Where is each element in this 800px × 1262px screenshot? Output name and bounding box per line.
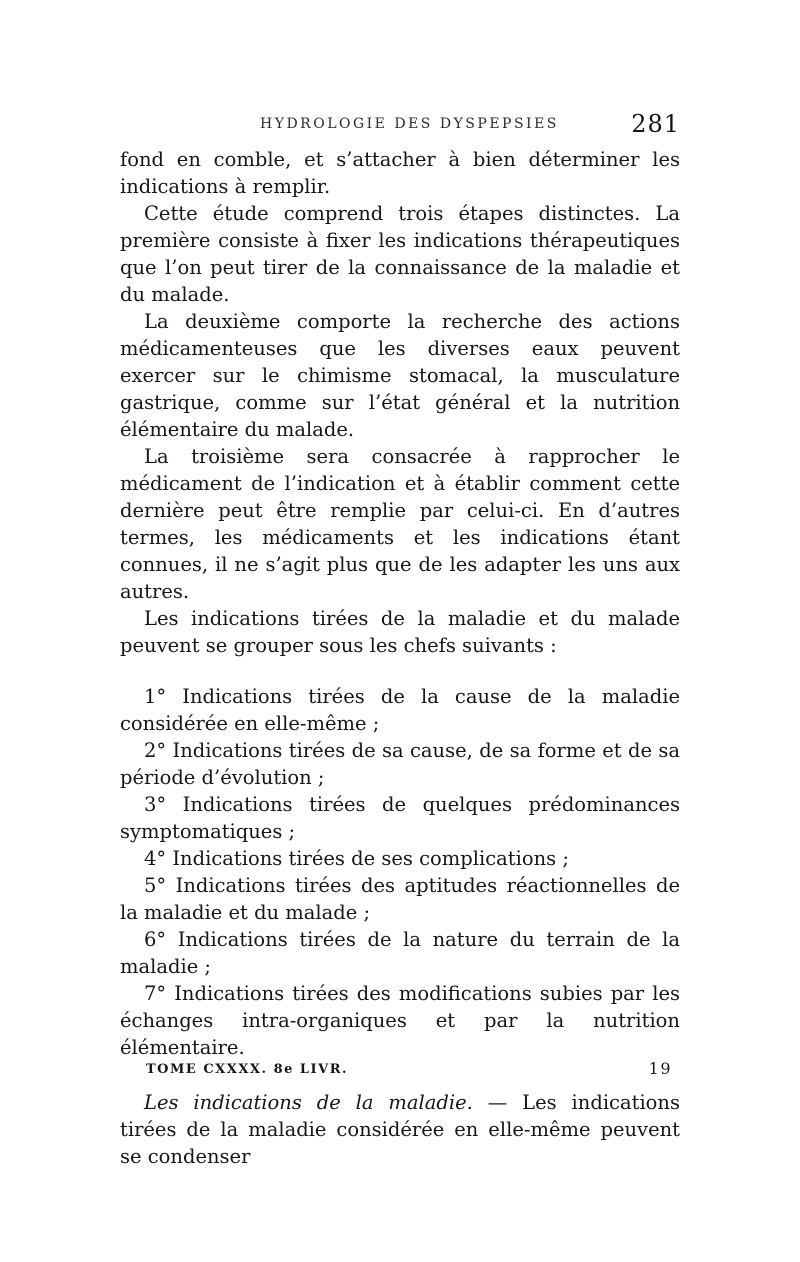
spacer xyxy=(120,659,680,683)
paragraph: La troisième sera consacrée à rapprocher le médicament de l’indication et à établir comment cette dernière peut être remplie par celui-ci. En d’autres termes, les médicaments et les indications étant connues, il ne s’agit plus que de les adapter les uns aux autres. xyxy=(120,445,680,603)
list-item: 2° Indications tirées de sa cause, de sa forme et de sa période d’évolution ; xyxy=(120,739,680,789)
printer-signature: TOME CXXXX. 8e LIVR. xyxy=(146,1062,349,1077)
page-number: 281 xyxy=(631,110,680,138)
running-title: HYDROLOGIE DES DYSPEPSIES xyxy=(260,116,559,132)
paragraph: Cette étude comprend trois étapes distinctes. La première consiste à fixer les indications thérapeutiques que l’on peut tirer de la connaissance de la maladie et du malade. xyxy=(120,202,680,306)
list-item: 3° Indications tirées de quelques prédominances symptomatiques ; xyxy=(120,793,680,843)
sheet-number: 19 xyxy=(648,1059,672,1078)
section-lead: Les indications de la maladie. xyxy=(144,1091,473,1114)
list-item: 5° Indications tirées des aptitudes réactionnelles de la maladie et du malade ; xyxy=(120,874,680,924)
list-item: 7° Indications tirées des modifications subies par les échanges intra-organiques et par la nutrition élémentaire. xyxy=(120,982,680,1059)
section-text: — Les indications tirées de la maladie considérée en elle-même peuvent se condenser xyxy=(120,1091,680,1168)
list-item: 1° Indications tirées de la cause de la maladie considérée en elle-même ; xyxy=(120,685,680,735)
page-footer xyxy=(120,1059,680,1082)
paragraph-continuation: fond en comble, et s’attacher à bien déterminer les indications à remplir. xyxy=(120,148,680,198)
list-item: 6° Indications tirées de la nature du terrain de la maladie ; xyxy=(120,928,680,978)
list-item: 4° Indications tirées de ses complications ; xyxy=(144,847,569,870)
section-paragraph xyxy=(120,1089,680,1170)
running-head xyxy=(120,110,680,140)
paragraph: Les indications tirées de la maladie et du malade peuvent se grouper sous les chefs suivants : xyxy=(120,607,680,657)
body-text xyxy=(120,146,680,1170)
paragraph: La deuxième comporte la recherche des actions médicamenteuses que les diverses eaux peuvent exercer sur le chimisme stomacal, la musculature gastrique, comme sur l’état général et la nutrition élémentaire du malade. xyxy=(120,310,680,441)
